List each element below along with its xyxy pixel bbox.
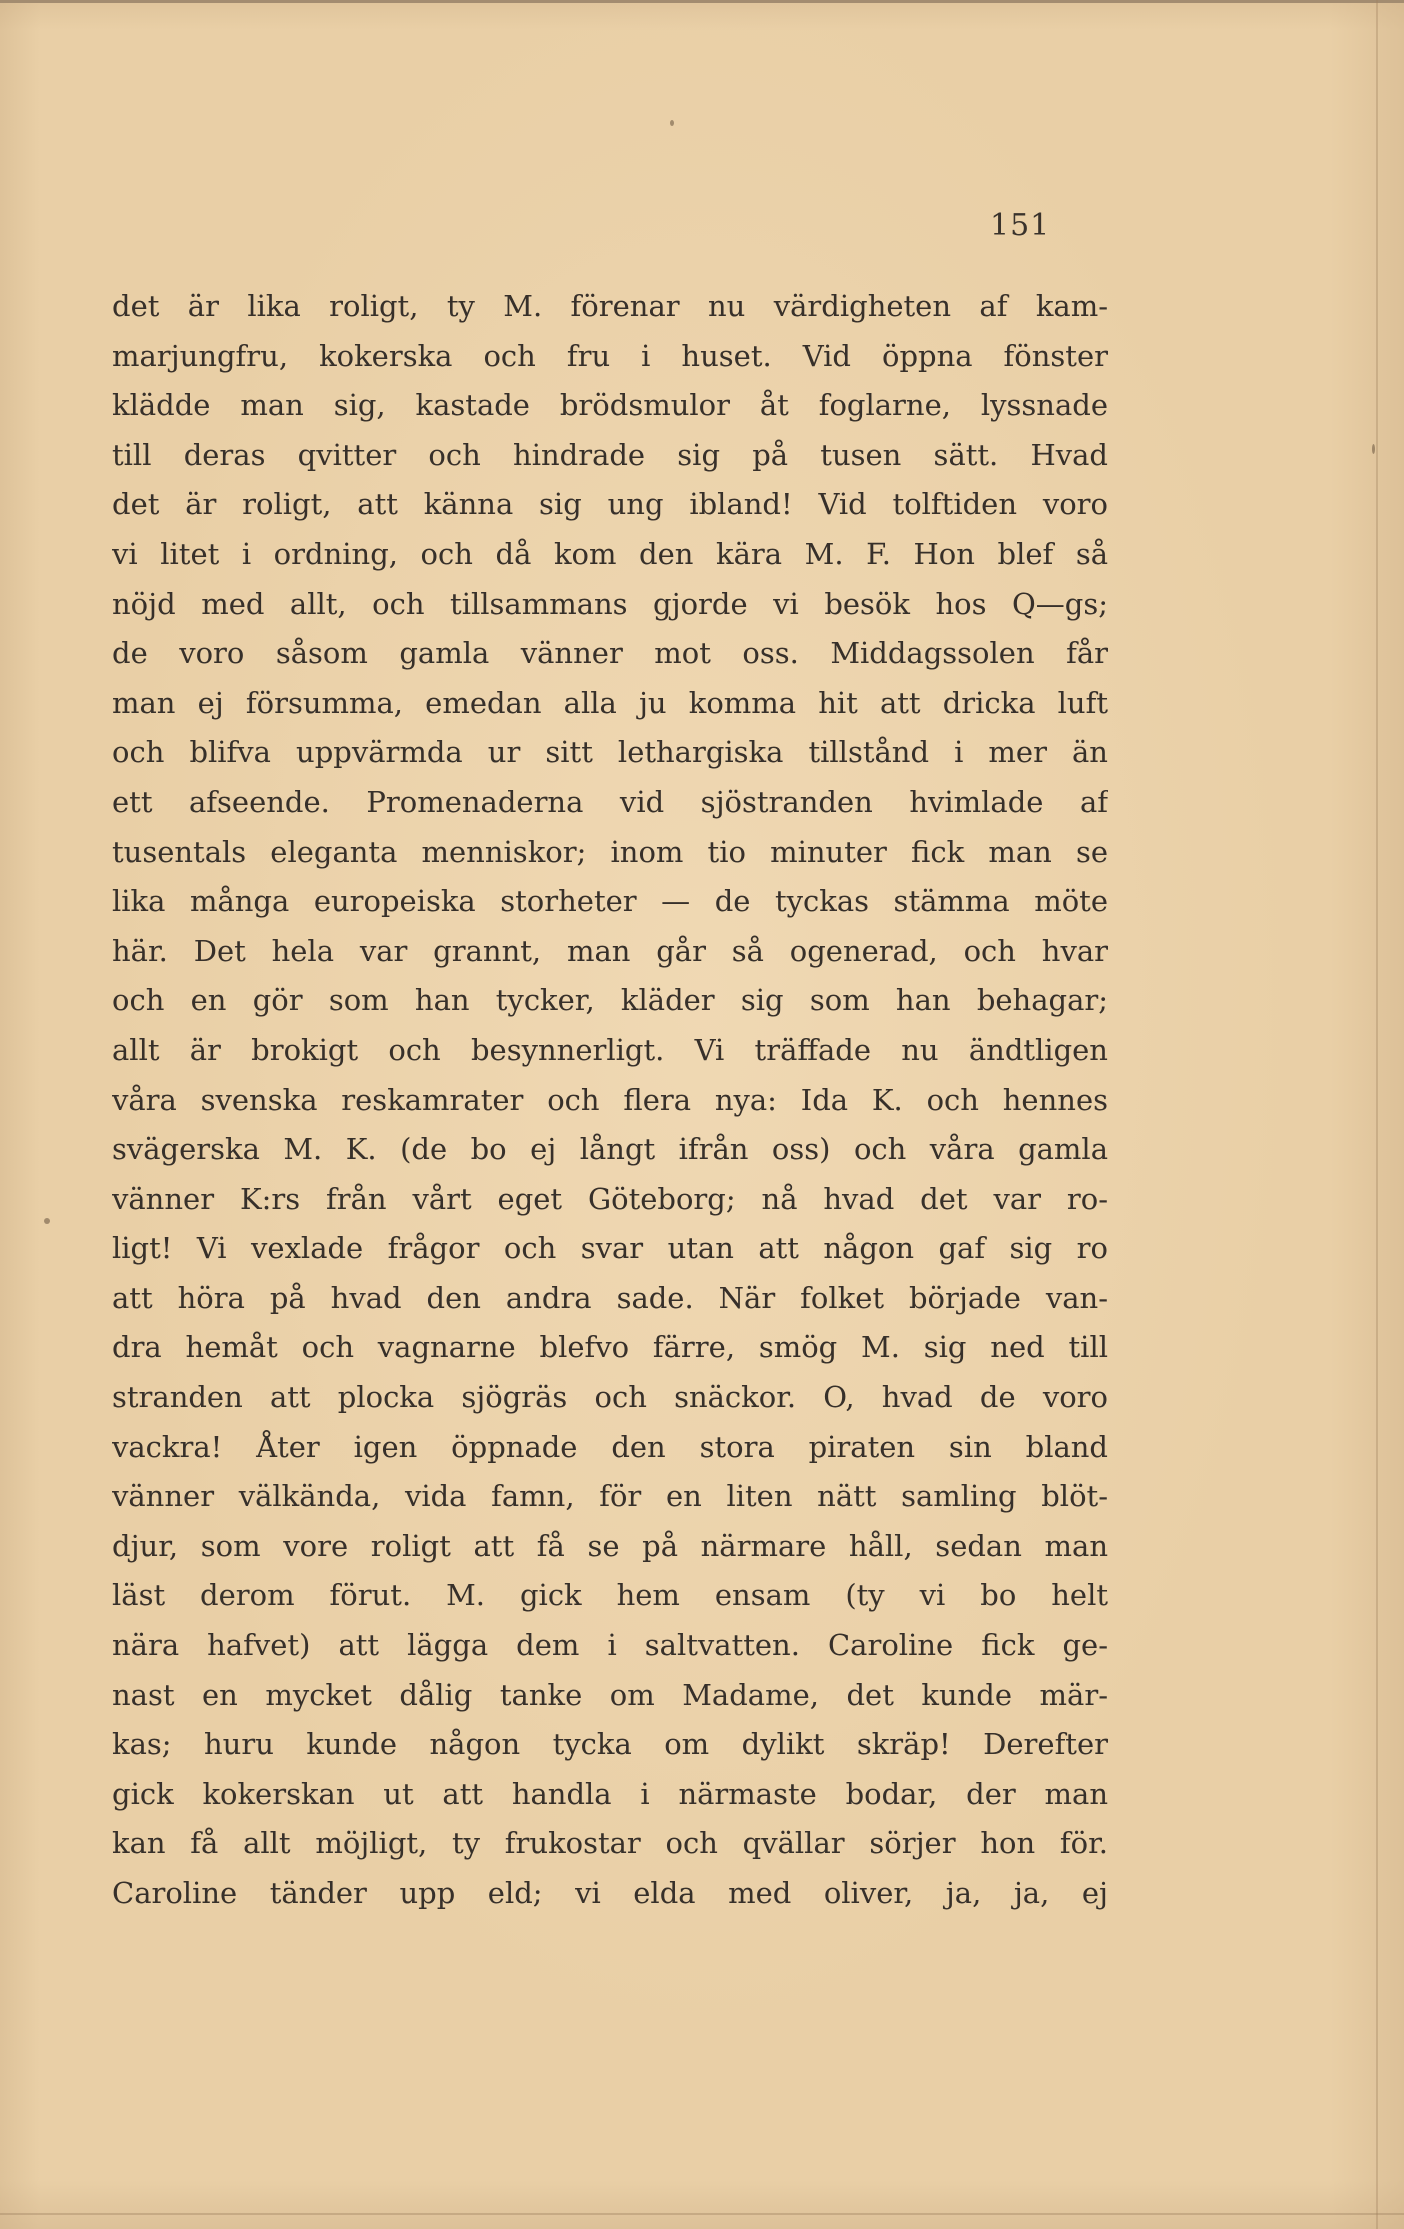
page-right-fold xyxy=(1376,0,1378,2229)
text-line: marjungfru, kokerska och fru i huset. Vid öppna fönster xyxy=(112,338,1108,373)
page-number: 151 xyxy=(990,208,1051,243)
text-line: här. Det hela var grannt, man går så ogenerad, och hvar xyxy=(112,933,1108,968)
text-line: lika många europeiska storheter — de tyckas stämma möte xyxy=(112,884,1108,919)
page-bottom-edge xyxy=(0,2213,1404,2215)
text-line: svägerska M. K. (de bo ej långt ifrån oss) och våra gamla xyxy=(112,1132,1108,1167)
text-line: våra svenska reskamrater och flera nya: Ida K. och hennes xyxy=(112,1082,1108,1117)
ink-speck xyxy=(44,1218,50,1224)
text-line: dra hemåt och vagnarne blefvo färre, smög M. sig ned till xyxy=(112,1330,1108,1365)
text-line: Caroline tänder upp eld; vi elda med oliver, ja, ja, ej xyxy=(112,1876,1108,1910)
text-line: vänner K:rs från vårt eget Göteborg; nå hvad det var ro- xyxy=(112,1181,1108,1216)
page-top-edge xyxy=(0,0,1404,3)
text-line: att höra på hvad den andra sade. När folket började van- xyxy=(112,1280,1108,1315)
text-line: stranden att plocka sjögräs och snäckor. O, hvad de voro xyxy=(112,1380,1108,1415)
text-line: ett afseende. Promenaderna vid sjöstranden hvimlade af xyxy=(112,784,1108,819)
ink-speck xyxy=(1372,444,1375,454)
text-line: man ej försumma, emedan alla ju komma hit att dricka luft xyxy=(112,685,1108,720)
text-line: nära hafvet) att lägga dem i saltvatten. Caroline fick ge- xyxy=(112,1628,1108,1663)
text-line: kas; huru kunde någon tycka om dylikt skräp! Derefter xyxy=(112,1727,1108,1762)
text-line: djur, som vore roligt att få se på närmare håll, sedan man xyxy=(112,1528,1108,1563)
text-line: tusentals eleganta menniskor; inom tio minuter fick man se xyxy=(112,834,1108,869)
text-line: läst derom förut. M. gick hem ensam (ty vi bo helt xyxy=(112,1578,1108,1613)
text-line: kan få allt möjligt, ty frukostar och qvällar sörjer hon för. xyxy=(112,1826,1108,1861)
text-line: nast en mycket dålig tanke om Madame, det kunde mär- xyxy=(112,1677,1108,1712)
text-line: nöjd med allt, och tillsammans gjorde vi besök hos Q—gs; xyxy=(112,586,1108,621)
text-line: allt är brokigt och besynnerligt. Vi träffade nu ändtligen xyxy=(112,1032,1108,1067)
text-line: vackra! Åter igen öppnade den stora piraten sin bland xyxy=(112,1429,1108,1464)
text-line: ligt! Vi vexlade frågor och svar utan att någon gaf sig ro xyxy=(112,1231,1108,1266)
text-line: och en gör som han tycker, kläder sig som han behagar; xyxy=(112,983,1108,1018)
text-line: klädde man sig, kastade brödsmulor åt foglarne, lyssnade xyxy=(112,388,1108,423)
text-line: till deras qvitter och hindrade sig på tusen sätt. Hvad xyxy=(112,437,1108,472)
text-line: de voro såsom gamla vänner mot oss. Middagssolen får xyxy=(112,636,1108,671)
text-line: gick kokerskan ut att handla i närmaste bodar, der man xyxy=(112,1776,1108,1811)
ink-speck xyxy=(670,120,674,126)
text-line: vänner välkända, vida famn, för en liten nätt samling blöt- xyxy=(112,1479,1108,1514)
text-line: vi litet i ordning, och då kom den kära M. F. Hon blef så xyxy=(112,536,1108,571)
body-text xyxy=(112,282,1108,1919)
text-line: det är roligt, att känna sig ung ibland! Vid tolftiden voro xyxy=(112,487,1108,522)
text-line: och blifva uppvärmda ur sitt lethargiska tillstånd i mer än xyxy=(112,735,1108,770)
text-line: det är lika roligt, ty M. förenar nu värdigheten af kam- xyxy=(112,289,1108,323)
